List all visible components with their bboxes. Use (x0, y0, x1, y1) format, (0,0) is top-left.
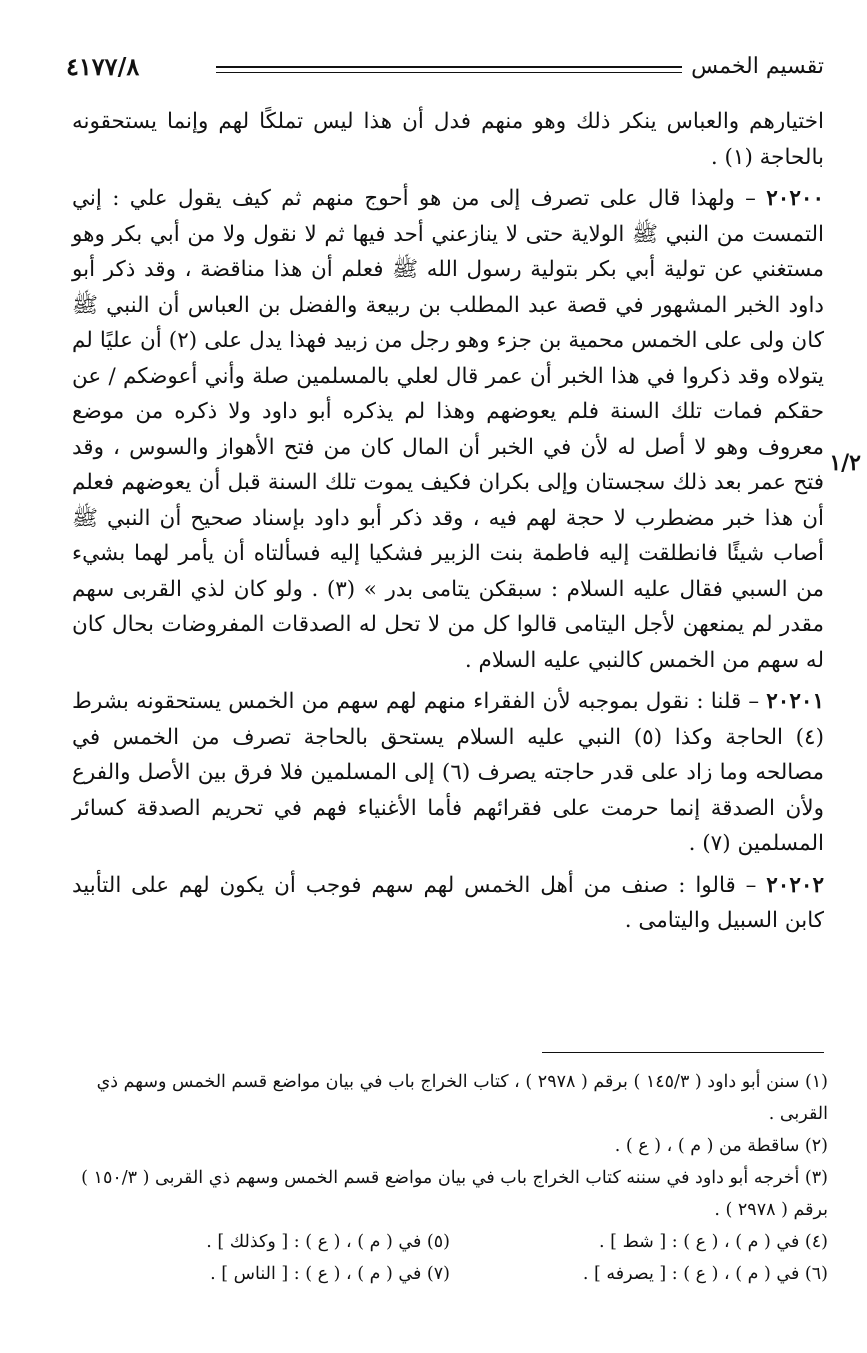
footnote-row (72, 1226, 828, 1258)
header-rule (216, 66, 682, 73)
footnote-separator (542, 1052, 824, 1053)
margin-folio-note: ١/٢ (829, 450, 861, 476)
footnote-4: (٤) في ( م ) ، ( ع ) : [ شط ] . (599, 1232, 828, 1252)
paragraph-number: ٢٠٢٠٢ (766, 872, 824, 898)
paragraph-text: – ولهذا قال على تصرف إلى من هو أحوج منهم ثم كيف يقول علي : إني التمست من النبي ﷺ الولاية حتى لا ينازعني أحد فيها ثم لا نقول ولا من أبي بكر وهو مستغني عن تولية أبي بكر بتولية رسول الله ﷺ فعلم أن هذا مناقضة ، وقد ذكر أبو داود الخبر المشهور في قصة عبد المطلب بن ربيعة والفضل بن العباس أن النبي ﷺ كان ولى على الخمس محمية بن جزء وهو رجل من زبيد فهذا يدل على (٢) أن عليًا لم يتولاه وقد ذكروا في هذا الخبر أن عمر قال لعلي بالمسلمين صلة وأني أعوضكم / عن حقكم فمات تلك السنة فلم يعوضهم وهذا لم يذكره أبو داود ولا ذكره من موضع معروف وهو لا أصل له لأن في الخبر أن المال كان من فتح الأهواز والسوس ، وقد فتح عمر بعد ذلك سجستان وإلى بكران فكيف يموت تلك السنة قبل أن يعوضهم فعلم أن هذا خبر مضطرب لا حجة لهم فيه ، وقد ذكر أبو داود بإسناد صحيح أن النبي ﷺ أصاب شيئًا فانطلقت إليه فاطمة بنت الزبير فشكيا إليه فسألتاه أن يأمر لهما بشيء من السبي فقال عليه السلام : سبقكن يتامى بدر » (٣) . ولو كان لذي القربى سهم مقدر لم يمنعهن لأجل اليتامى قالوا كل من لا تحل له الصدقات المفروضات بحال كان له سهم من الخمس كالنبي عليه السلام . (72, 186, 824, 673)
paragraph-text: اختيارهم والعباس ينكر ذلك وهو منهم فدل أن هذا ليس تملكًا لهم وإنما يستحقونه بالحاجة (١) . (72, 109, 824, 170)
running-title: تقسيم الخمس (691, 54, 824, 79)
paragraph-text: – قالوا : صنف من أهل الخمس لهم سهم فوجب أن يكون لهم على التأبيد كابن السبيل واليتامى . (72, 872, 824, 933)
paragraph-number: ٢٠٢٠١ (766, 689, 824, 714)
main-text (72, 104, 824, 945)
paragraph-20200 (72, 181, 824, 678)
paragraph-continuation (72, 104, 824, 175)
page-number: ٤١٧٧/٨ (66, 52, 140, 81)
page-header (66, 50, 824, 90)
paragraph-20201 (72, 684, 824, 862)
paragraph-text: – قلنا : نقول بموجبه لأن الفقراء منهم لهم سهم من الخمس يستحقونه بشرط (٤) الحاجة وكذا (٥) النبي عليه السلام يستحق بالحاجة تصرف من الخمس في مصالحه وما زاد على قدر حاجته يصرف (٦) إلى المسلمين فلا فرق بين الأصل والفرع ولأن الصدقة إنما حرمت على فقرائهم فأما الأغنياء فهم في تحريم الصدقة كسائر المسلمين (٧) . (72, 689, 824, 856)
footnote-row (72, 1258, 828, 1290)
footnote-2: (٢) ساقطة من ( م ) ، ( ع ) . (614, 1136, 828, 1156)
paragraph-number: ٢٠٢٠٠ (766, 186, 824, 211)
footnote-5: (٥) في ( م ) ، ( ع ) : [ وكذلك ] . (206, 1232, 450, 1252)
footnote-7: (٧) في ( م ) ، ( ع ) : [ الناس ] . (210, 1264, 450, 1284)
footnote-1: (١) سنن أبو داود ( ١٤٥/٣ ) برقم ( ٢٩٧٨ ) ، كتاب الخراج باب في بيان مواضع قسم الخمس وسهم ذي القربى . (96, 1072, 828, 1124)
footnote-6: (٦) في ( م ) ، ( ع ) : [ يصرفه ] . (582, 1264, 828, 1284)
paragraph-20202 (72, 868, 824, 939)
footnotes (72, 1066, 828, 1290)
footnote-3: (٣) أخرجه أبو داود في سننه كتاب الخراج باب في بيان مواضع قسم الخمس وسهم ذي القربى ( ١٥٠/٣ ) برقم ( ٢٩٧٨ ) . (81, 1168, 828, 1220)
